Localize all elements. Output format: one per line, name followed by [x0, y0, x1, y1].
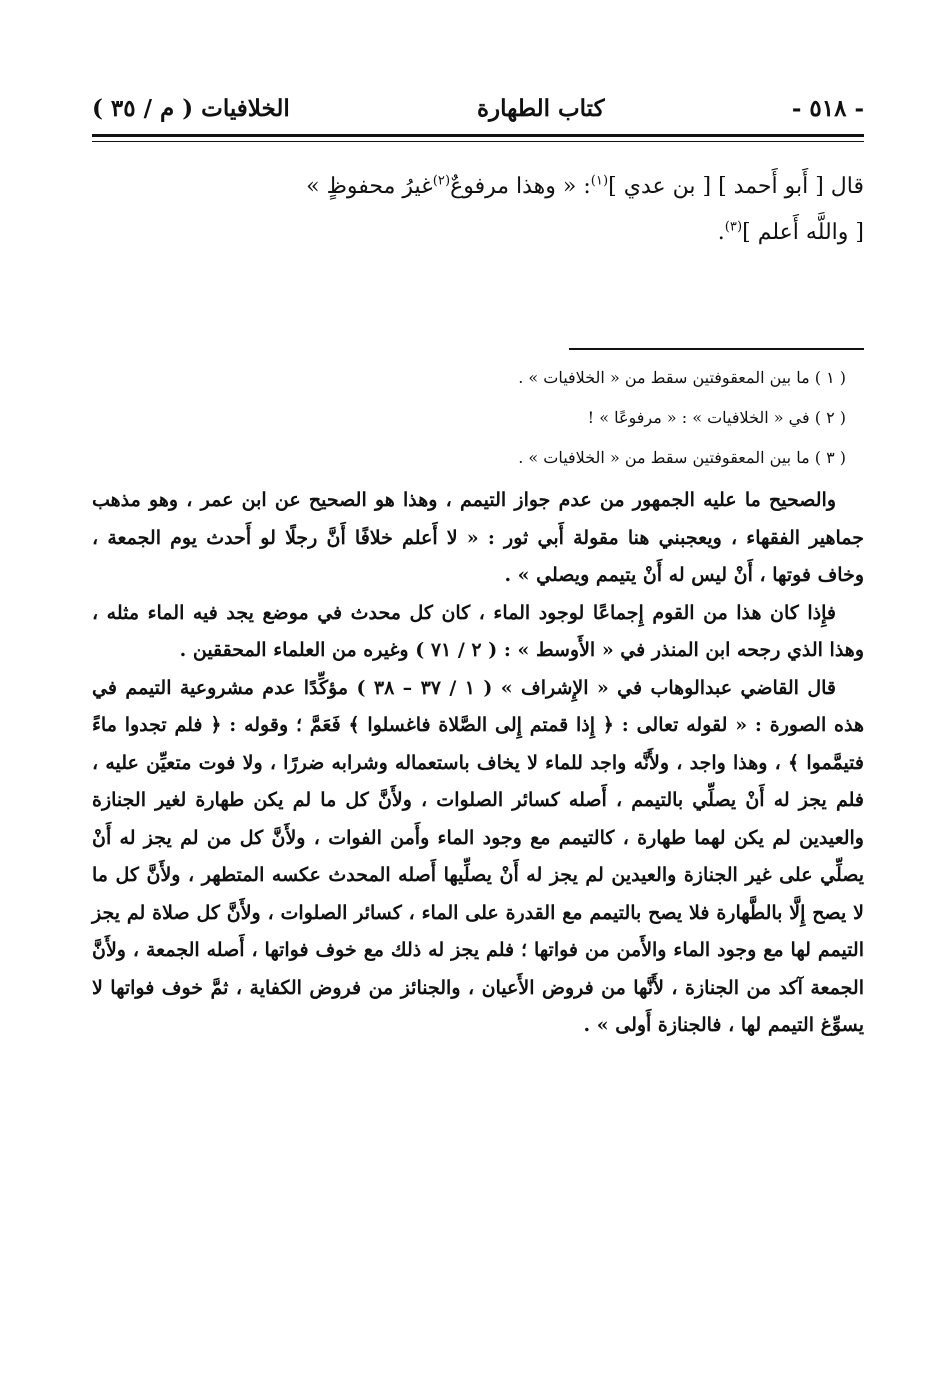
intro-text: [92, 164, 864, 256]
footnote: ( ٢ ) في « الخلافيات » : « مرفوعًا » !: [587, 408, 846, 427]
footnote-ref-1: (١): [590, 173, 609, 189]
page-number: - ٥١٨ -: [791, 94, 864, 122]
footnote: ( ٣ ) ما بين المعقوفتين سقط من « الخلافيات » .: [518, 448, 846, 467]
footnote-ref-3: (٣): [724, 219, 743, 235]
commentary-paragraph: قال القاضي عبدالوهاب في « الإِشراف » ( ١ / ٣٧ – ٣٨ ) مؤكِّدًا عدم مشروعية التيمم في هذه الصورة : « لقوله تعالى : ﴿ إِذا قمتم إِلى الصَّلاة فاغسلوا ﴾ فَعَمَّ ؛ وقوله : ﴿ فلم تجدوا ماءً فتيمَّموا ﴾ ، وهذا واجد ، ولأَنَّه واجد للماء لا يخاف باستعماله وشرابه ضررًا ، ولا فوت متعيِّن عليه ، فلم يجز له أَنْ يصلِّي بالتيمم ، أَصله كسائر الصلوات ، ولأَنَّ كل ما لم يكن طهارة لغير الجنازة والعيدين لم يكن لهما طهارة ، كالتيمم مع وجود الماء وأَمن الفوات ، ولأَنَّ كل من لم يجز له أَنْ يصلِّي على غير الجنازة والعيدين لم يجز له أَنْ يصلِّيها أَصله المحدث عكسه المتطهر ، ولأَنَّ كل ما لا يصح إِلَّا بالطَّهارة فلا يصح بالتيمم مع القدرة على الماء ، كسائر الصلوات ، ولأَنَّ كل صلاة لم يجز التيمم لها مع وجود الماء والأَمن من فواتها ؛ فلم يجز له ذلك مع خوف فواتها ، أَصله الجمعة ، ولأَنَّ الجمعة آكد من الجنازة ، لأَنَّها من فروض الأَعيان ، والجنائز من فروض الكفاية ، ثمَّ خوف فواتها لا يسوِّغ التيمم لها ، فالجنازة أَولى » .: [92, 676, 864, 1036]
footnote-ref-2: (٢): [432, 173, 451, 189]
commentary-paragraph: فإِذا كان هذا من القوم إِجماعًا لوجود الماء ، كان كل محدث في موضع يجد فيه الماء مثله ، وهذا الذي رجحه ابن المنذر في « الأَوسط » : ( ٢ / ٧١ ) وغيره من العلماء المحققين .: [92, 601, 864, 661]
commentary: [92, 482, 864, 1045]
book-title: كتاب الطهارة: [476, 94, 605, 122]
running-header: [92, 88, 864, 128]
section-reference: الخلافيات ( م / ٣٥ ): [92, 94, 290, 122]
footnotes: [92, 358, 864, 478]
header-rule-thin: [92, 141, 864, 142]
commentary-paragraph: والصحيح ما عليه الجمهور من عدم جواز التيمم ، وهذا هو الصحيح عن ابن عمر ، وهو مذهب جماهير الفقهاء ، ويعجبني هنا مقولة أَبي ثور : « لا أَعلم خلافًا أَنَّ رجلًا لو أَحدث يوم الجمعة ، وخاف فوتها ، أَنْ ليس له أَنْ يتيمم ويصلي » .: [92, 489, 864, 586]
footnote: ( ١ ) ما بين المعقوفتين سقط من « الخلافيات » .: [518, 368, 846, 387]
intro-line-2: [ واللَّه أَعلم ]$^{(٣)}$.: [717, 219, 864, 245]
intro-line-1: قال [ أَبو أَحمد ] [ بن عدي ]$^{(١)}$: « وهذا مرفوعٌ$^{(٢)}$غيرُ محفوظٍ »: [306, 173, 864, 199]
footnote-separator: [569, 348, 864, 350]
header-rule-thick: [92, 134, 864, 137]
page: [92, 88, 864, 1045]
